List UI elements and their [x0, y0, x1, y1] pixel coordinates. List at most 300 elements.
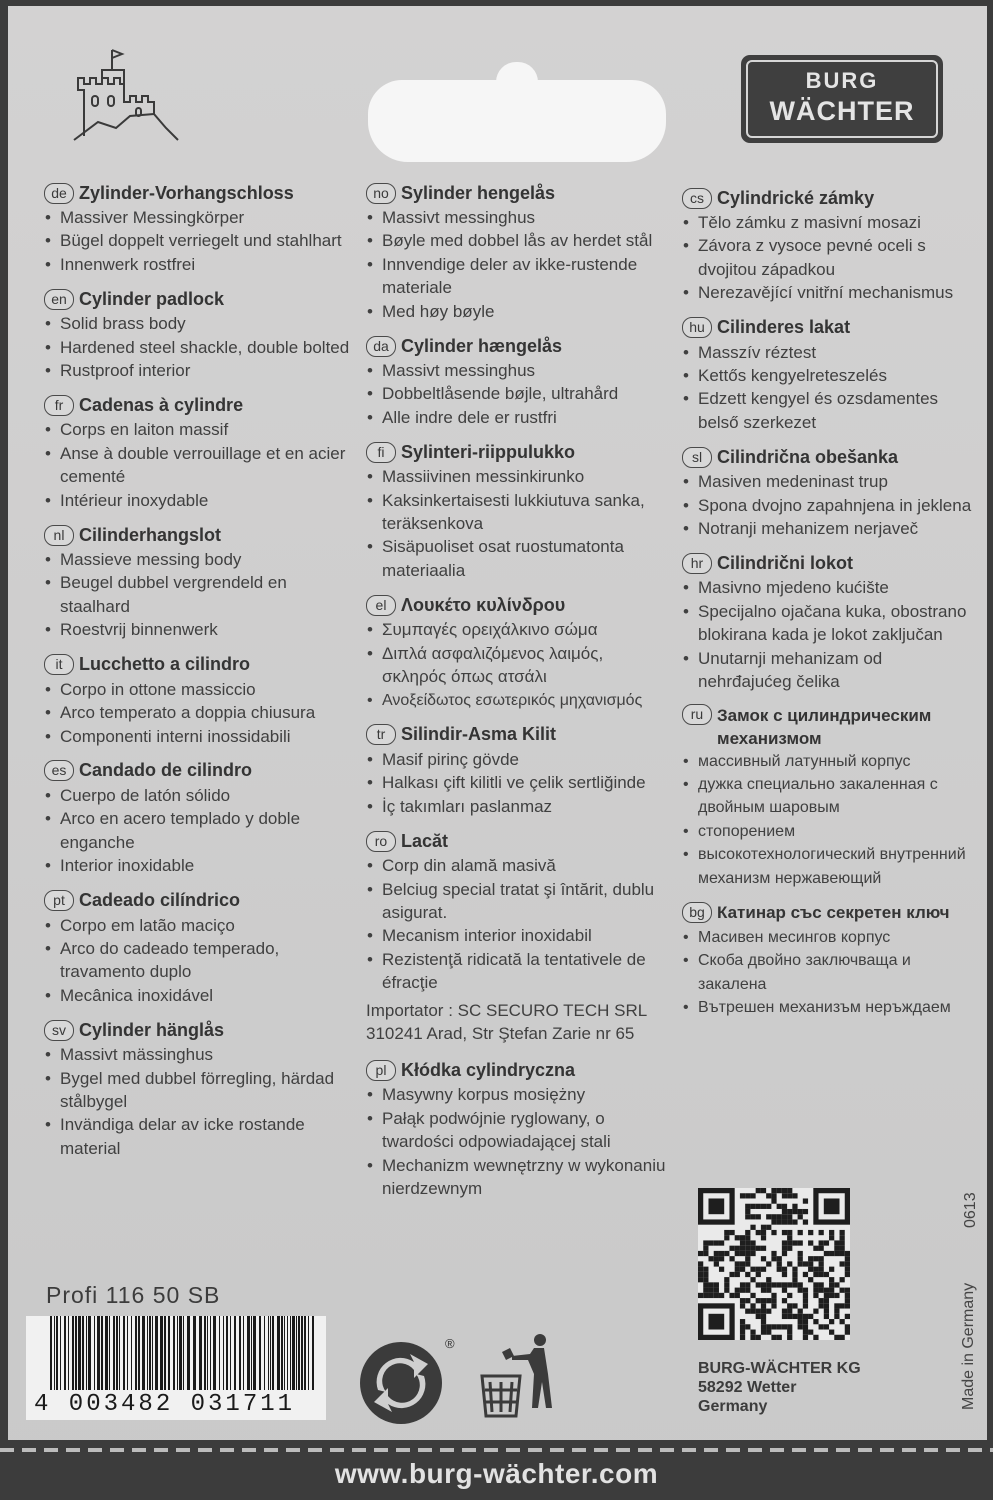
- lang-badge: cs: [682, 188, 712, 209]
- qr-module: [798, 1230, 803, 1235]
- qr-module: [834, 1246, 839, 1251]
- recycle-icon: [356, 1338, 446, 1428]
- qr-module: [771, 1335, 776, 1340]
- qr-module: [740, 1298, 745, 1303]
- qr-module: [787, 1303, 792, 1308]
- section-title: Cilinderes lakat: [717, 317, 851, 338]
- qr-module: [808, 1240, 813, 1245]
- list-item: • Arco temperato a doppia chiusura: [44, 701, 356, 724]
- castle-icon: [72, 44, 184, 142]
- barcode-number: 4 003482 031711: [34, 1391, 296, 1418]
- qr-module: [819, 1267, 824, 1272]
- qr-module: [792, 1272, 797, 1277]
- section-title: Λουκέτο κυλίνδρου: [401, 594, 566, 615]
- qr-module: [756, 1246, 761, 1251]
- list-item: • Intérieur inoxydable: [44, 489, 356, 512]
- qr-module: [740, 1282, 745, 1287]
- footer-dashes: [0, 1448, 993, 1452]
- registered-mark: ®: [445, 1336, 455, 1351]
- qr-module: [792, 1240, 797, 1245]
- barcode-bar: [160, 1316, 163, 1390]
- qr-module: [840, 1251, 845, 1256]
- section-fi: [366, 439, 666, 582]
- qr-module: [829, 1293, 834, 1298]
- qr-module: [845, 1330, 850, 1335]
- lang-badge: sv: [44, 1020, 74, 1041]
- qr-module: [834, 1293, 839, 1298]
- qr-module: [745, 1204, 750, 1209]
- qr-module: [698, 1293, 703, 1298]
- section-title: Cadeado cilíndrico: [79, 890, 241, 911]
- importer-name: Importator : SC SECURO TECH SRL: [366, 1000, 648, 1020]
- qr-module: [845, 1272, 850, 1277]
- qr-module: [824, 1309, 829, 1314]
- qr-module: [771, 1293, 776, 1298]
- qr-module: [777, 1324, 782, 1329]
- trash-bin-icon: [476, 1330, 566, 1420]
- qr-module: [766, 1261, 771, 1266]
- list-item: • Corpo in ottone massiccio: [44, 678, 356, 701]
- list-item: • Masivno mjedeno kućište: [682, 576, 972, 599]
- qr-module: [756, 1282, 761, 1287]
- qr-module: [714, 1288, 719, 1293]
- qr-module: [829, 1282, 834, 1287]
- qr-module: [787, 1324, 792, 1329]
- qr-module: [782, 1272, 787, 1277]
- barcode-bar: [113, 1316, 115, 1390]
- section-title: Lacăt: [401, 830, 449, 851]
- qr-module: [708, 1293, 713, 1298]
- list-item: • Halkası çift kilitli ve çelik sertliğinde: [366, 771, 666, 794]
- section-title: Cadenas à cylindre: [79, 394, 244, 415]
- qr-module: [703, 1267, 708, 1272]
- barcode-bar: [50, 1316, 52, 1390]
- qr-module: [819, 1303, 824, 1308]
- qr-module: [813, 1319, 818, 1324]
- qr-module: [819, 1298, 824, 1303]
- section-no: [366, 180, 666, 323]
- qr-module: [756, 1272, 761, 1277]
- barcode-bar: [193, 1316, 196, 1390]
- qr-module: [703, 1240, 708, 1245]
- qr-module: [724, 1288, 729, 1293]
- barcode-bar: [88, 1316, 91, 1390]
- qr-module: [745, 1240, 750, 1245]
- list-item: • Dobbeltlåsende bøjle, ultrahård: [366, 382, 666, 405]
- qr-module: [708, 1282, 713, 1287]
- qr-module: [808, 1256, 813, 1261]
- qr-module: [787, 1188, 792, 1193]
- barcode-bar: [60, 1316, 61, 1390]
- qr-module: [750, 1240, 755, 1245]
- section-fr: [44, 392, 356, 512]
- qr-module: [782, 1230, 787, 1235]
- qr-module: [782, 1251, 787, 1256]
- lang-badge: fr: [44, 395, 74, 416]
- section-cs: [682, 185, 972, 305]
- barcode-bar: [56, 1316, 58, 1390]
- qr-module: [703, 1282, 708, 1287]
- section-title: Candado de cilindro: [79, 760, 253, 781]
- barcode-bar: [253, 1316, 256, 1390]
- barcode-bar: [94, 1316, 95, 1390]
- qr-module: [740, 1267, 745, 1272]
- qr-module: [750, 1277, 755, 1282]
- section-hu: [682, 315, 972, 435]
- barcode-bar: [123, 1316, 125, 1390]
- barcode-bar: [147, 1316, 148, 1390]
- qr-module: [761, 1314, 766, 1319]
- lang-badge: ru: [682, 704, 712, 725]
- qr-module: [813, 1246, 818, 1251]
- barcode-bar: [290, 1316, 291, 1390]
- section-da: [366, 333, 666, 429]
- list-item: • Mecanism interior inoxidabil: [366, 924, 666, 947]
- qr-module: [803, 1314, 808, 1319]
- section-ru: [682, 704, 972, 890]
- section-en: [44, 286, 356, 382]
- list-item: • Unutarnji mehanizam od nehrđajućeg čelika: [682, 647, 972, 694]
- barcode-bar: [164, 1316, 166, 1390]
- qr-module: [771, 1219, 776, 1224]
- barcode-bar: [101, 1316, 103, 1390]
- list-item: • Bøyle med dobbel lås av herdet stål: [366, 229, 666, 252]
- section-title: Kłódka cylindryczna: [401, 1059, 576, 1080]
- qr-module: [792, 1267, 797, 1272]
- lang-badge: en: [44, 289, 74, 310]
- list-item: • Nerezavějící vnitřní mechanismus: [682, 281, 972, 304]
- barcode-bar: [152, 1316, 153, 1390]
- qr-module: [803, 1324, 808, 1329]
- barcode-bar: [105, 1316, 108, 1390]
- qr-module: [745, 1261, 750, 1266]
- qr-module: [735, 1251, 740, 1256]
- qr-module: [777, 1214, 782, 1219]
- list-item: • Вътрешен механизъм неръждаем: [682, 996, 972, 1019]
- barcode-bar: [119, 1316, 120, 1390]
- qr-module: [787, 1209, 792, 1214]
- qr-module: [735, 1288, 740, 1293]
- lang-badge: tr: [366, 724, 396, 745]
- barcode-bar: [54, 1316, 55, 1390]
- qr-module: [813, 1267, 818, 1272]
- qr-module: [824, 1251, 829, 1256]
- qr-module: [782, 1288, 787, 1293]
- qr-module: [787, 1219, 792, 1224]
- section-pt: [44, 888, 356, 1008]
- qr-module: [824, 1324, 829, 1329]
- lang-badge: hr: [682, 553, 712, 574]
- barcode-bar: [308, 1316, 309, 1390]
- section-title: Cylinder padlock: [79, 288, 225, 309]
- list-item: • Masif pirinç gövde: [366, 748, 666, 771]
- qr-module: [740, 1335, 745, 1340]
- qr-module: [771, 1214, 776, 1219]
- qr-module: [798, 1214, 803, 1219]
- list-item: • Pałąk podwójnie ryglowany, o twardości odpowiadającej stali: [366, 1107, 666, 1154]
- barcode-bar: [173, 1316, 175, 1390]
- qr-module: [813, 1282, 818, 1287]
- section-bg: [682, 900, 972, 1020]
- qr-module: [798, 1261, 803, 1266]
- qr-module: [792, 1219, 797, 1224]
- qr-module: [740, 1330, 745, 1335]
- qr-module: [834, 1303, 839, 1308]
- qr-module: [777, 1261, 782, 1266]
- qr-module: [798, 1309, 803, 1314]
- qr-module: [708, 1256, 713, 1261]
- qr-module: [803, 1319, 808, 1324]
- qr-module: [813, 1335, 818, 1340]
- barcode-bar: [287, 1316, 288, 1390]
- lang-badge: no: [366, 183, 396, 204]
- barcode-bar: [183, 1316, 184, 1390]
- qr-module: [724, 1230, 729, 1235]
- qr-module: [756, 1214, 761, 1219]
- qr-module: [771, 1298, 776, 1303]
- qr-module: [714, 1251, 719, 1256]
- qr-module: [698, 1277, 703, 1282]
- qr-module: [792, 1282, 797, 1287]
- qr-module: [824, 1298, 829, 1303]
- qr-module: [761, 1235, 766, 1240]
- qr-module: [756, 1188, 761, 1193]
- section-sv: [44, 1017, 356, 1160]
- qr-module: [782, 1324, 787, 1329]
- qr-module: [845, 1288, 850, 1293]
- qr-module: [729, 1256, 734, 1261]
- qr-module: [787, 1193, 792, 1198]
- qr-module: [771, 1303, 776, 1308]
- qr-module: [777, 1204, 782, 1209]
- qr-module: [829, 1251, 834, 1256]
- list-item: • Масивен месингов корпус: [682, 926, 972, 949]
- qr-module: [813, 1272, 818, 1277]
- qr-module: [740, 1246, 745, 1251]
- list-item: • Corps en laiton massif: [44, 418, 356, 441]
- qr-finder: [708, 1314, 724, 1330]
- list-item: • İç takımları paslanmaz: [366, 795, 666, 818]
- company-country: Germany: [698, 1398, 768, 1415]
- qr-module: [803, 1288, 808, 1293]
- qr-module: [719, 1251, 724, 1256]
- qr-module: [756, 1314, 761, 1319]
- qr-module: [782, 1298, 787, 1303]
- qr-module: [766, 1298, 771, 1303]
- section-title: Silindir-Asma Kilit: [401, 724, 557, 745]
- qr-module: [824, 1293, 829, 1298]
- section-pl: [366, 1057, 666, 1200]
- qr-module: [735, 1293, 740, 1298]
- qr-module: [845, 1293, 850, 1298]
- qr-module: [803, 1335, 808, 1340]
- barcode-bar: [116, 1316, 118, 1390]
- list-item: • Cuerpo de latón sólido: [44, 784, 356, 807]
- qr-finder: [708, 1198, 724, 1214]
- list-item: • Masywny korpus mosiężny: [366, 1083, 666, 1106]
- qr-module: [719, 1293, 724, 1298]
- qr-module: [714, 1240, 719, 1245]
- frame-top: [0, 0, 993, 6]
- qr-module: [766, 1204, 771, 1209]
- qr-module: [766, 1309, 771, 1314]
- list-item: • Arco en acero templado y doble enganche: [44, 807, 356, 854]
- list-item: • Edzett kengyel és ozsdamentes belső szerkezet: [682, 387, 972, 434]
- qr-module: [724, 1251, 729, 1256]
- qr-module: [735, 1235, 740, 1240]
- qr-module: [803, 1298, 808, 1303]
- qr-module: [792, 1314, 797, 1319]
- list-item: • дужка специально закаленная с двойным шаровым: [682, 773, 972, 820]
- qr-module: [745, 1246, 750, 1251]
- qr-module: [703, 1246, 708, 1251]
- qr-module: [771, 1324, 776, 1329]
- list-item: • Bygel med dubbel förregling, härdad stålbygel: [44, 1067, 356, 1114]
- qr-module: [787, 1240, 792, 1245]
- frame-left: [0, 0, 8, 1500]
- qr-module: [766, 1288, 771, 1293]
- qr-module: [771, 1282, 776, 1287]
- qr-module: [766, 1193, 771, 1198]
- barcode-bar: [264, 1316, 265, 1390]
- barcode-bar: [243, 1316, 244, 1390]
- qr-module: [798, 1240, 803, 1245]
- section-title: Замок с цилиндрическим механизмом: [717, 705, 932, 748]
- barcode-bar: [239, 1316, 241, 1390]
- qr-module: [766, 1225, 771, 1230]
- qr-module: [798, 1319, 803, 1324]
- qr-module: [750, 1246, 755, 1251]
- list-item: • Arco do cadeado temperado, travamento duplo: [44, 937, 356, 984]
- qr-module: [714, 1282, 719, 1287]
- qr-module: [745, 1298, 750, 1303]
- list-item: • Masiven medeninast trup: [682, 470, 972, 493]
- barcode-bar: [155, 1316, 158, 1390]
- barcode-bar: [296, 1316, 297, 1390]
- lang-badge: pl: [366, 1060, 396, 1081]
- barcode-bar: [68, 1316, 69, 1390]
- list-item: • Hardened steel shackle, double bolted: [44, 336, 356, 359]
- qr-module: [782, 1214, 787, 1219]
- company-name: BURG-WÄCHTER KG: [698, 1360, 861, 1377]
- qr-module: [819, 1240, 824, 1245]
- qr-module: [735, 1267, 740, 1272]
- qr-module: [740, 1303, 745, 1308]
- qr-module: [761, 1319, 766, 1324]
- qr-module: [840, 1303, 845, 1308]
- section-title: Lucchetto a cilindro: [79, 654, 251, 675]
- qr-module: [745, 1256, 750, 1261]
- brand-line-1: BURG: [805, 68, 879, 93]
- list-item: • Massiivinen messinkirunko: [366, 465, 666, 488]
- barcode-bar: [72, 1316, 74, 1390]
- qr-module: [803, 1261, 808, 1266]
- qr-module: [834, 1309, 839, 1314]
- qr-module: [761, 1298, 766, 1303]
- qr-module: [819, 1272, 824, 1277]
- barcode-bar: [270, 1316, 271, 1390]
- list-item: • высокотехнологический внутренний механизм нержавеющий: [682, 843, 972, 890]
- qr-module: [761, 1230, 766, 1235]
- list-item: • Tělo zámku z masivní mosazi: [682, 211, 972, 234]
- qr-module: [729, 1230, 734, 1235]
- qr-module: [740, 1319, 745, 1324]
- qr-module: [771, 1256, 776, 1261]
- section-ro: [366, 828, 666, 994]
- qr-module: [845, 1251, 850, 1256]
- qr-module: [756, 1204, 761, 1209]
- qr-module: [792, 1193, 797, 1198]
- qr-module: [787, 1235, 792, 1240]
- section-title: Cilindrični lokot: [717, 552, 854, 573]
- barcode-bar: [135, 1316, 137, 1390]
- qr-module: [745, 1193, 750, 1198]
- barcode-bar: [301, 1316, 303, 1390]
- qr-module: [714, 1293, 719, 1298]
- list-item: • Masszív réztest: [682, 341, 972, 364]
- list-item: • Anse à double verrouillage et en acier cementé: [44, 442, 356, 489]
- qr-module: [777, 1256, 782, 1261]
- date-code: 0613: [962, 1192, 979, 1228]
- barcode-bar: [86, 1316, 87, 1390]
- qr-module: [745, 1282, 750, 1287]
- lang-badge: da: [366, 336, 396, 357]
- qr-module: [782, 1282, 787, 1287]
- qr-module: [740, 1324, 745, 1329]
- list-item: • стопорением: [682, 820, 972, 843]
- qr-module: [756, 1335, 761, 1340]
- barcode-bar: [127, 1316, 128, 1390]
- qr-module: [756, 1267, 761, 1272]
- qr-module: [698, 1272, 703, 1277]
- barcode-bar: [277, 1316, 280, 1390]
- list-item: • Corpo em latão maciço: [44, 914, 356, 937]
- qr-module: [808, 1267, 813, 1272]
- barcode-bar: [292, 1316, 295, 1390]
- list-item: • Kaksinkertaisesti lukkiutuva sanka, teräksenkova: [366, 489, 666, 536]
- qr-module: [829, 1288, 834, 1293]
- qr-module: [845, 1298, 850, 1303]
- qr-module: [824, 1240, 829, 1245]
- lang-badge: es: [44, 760, 74, 781]
- qr-module: [724, 1282, 729, 1287]
- qr-module: [719, 1267, 724, 1272]
- qr-module: [829, 1277, 834, 1282]
- barcode-bar: [284, 1316, 285, 1390]
- list-item: • Massieve messing body: [44, 548, 356, 571]
- qr-code: [698, 1188, 850, 1340]
- qr-module: [719, 1256, 724, 1261]
- list-item: • Mecânica inoxidável: [44, 984, 356, 1007]
- column-3: [682, 185, 972, 1030]
- qr-module: [813, 1256, 818, 1261]
- qr-module: [787, 1246, 792, 1251]
- qr-module: [729, 1272, 734, 1277]
- section-title: Cilindrična obešanka: [717, 446, 899, 467]
- qr-module: [782, 1204, 787, 1209]
- barcode-bar: [177, 1316, 178, 1390]
- qr-module: [761, 1246, 766, 1251]
- list-item: • Скоба двойно заключваща и закалена: [682, 949, 972, 996]
- barcode-bar: [247, 1316, 250, 1390]
- qr-module: [771, 1230, 776, 1235]
- qr-module: [798, 1282, 803, 1287]
- qr-module: [698, 1267, 703, 1272]
- qr-module: [824, 1272, 829, 1277]
- section-it: [44, 652, 356, 748]
- qr-module: [808, 1277, 813, 1282]
- list-item: • Spona dvojno zapahnjena in jeklena: [682, 494, 972, 517]
